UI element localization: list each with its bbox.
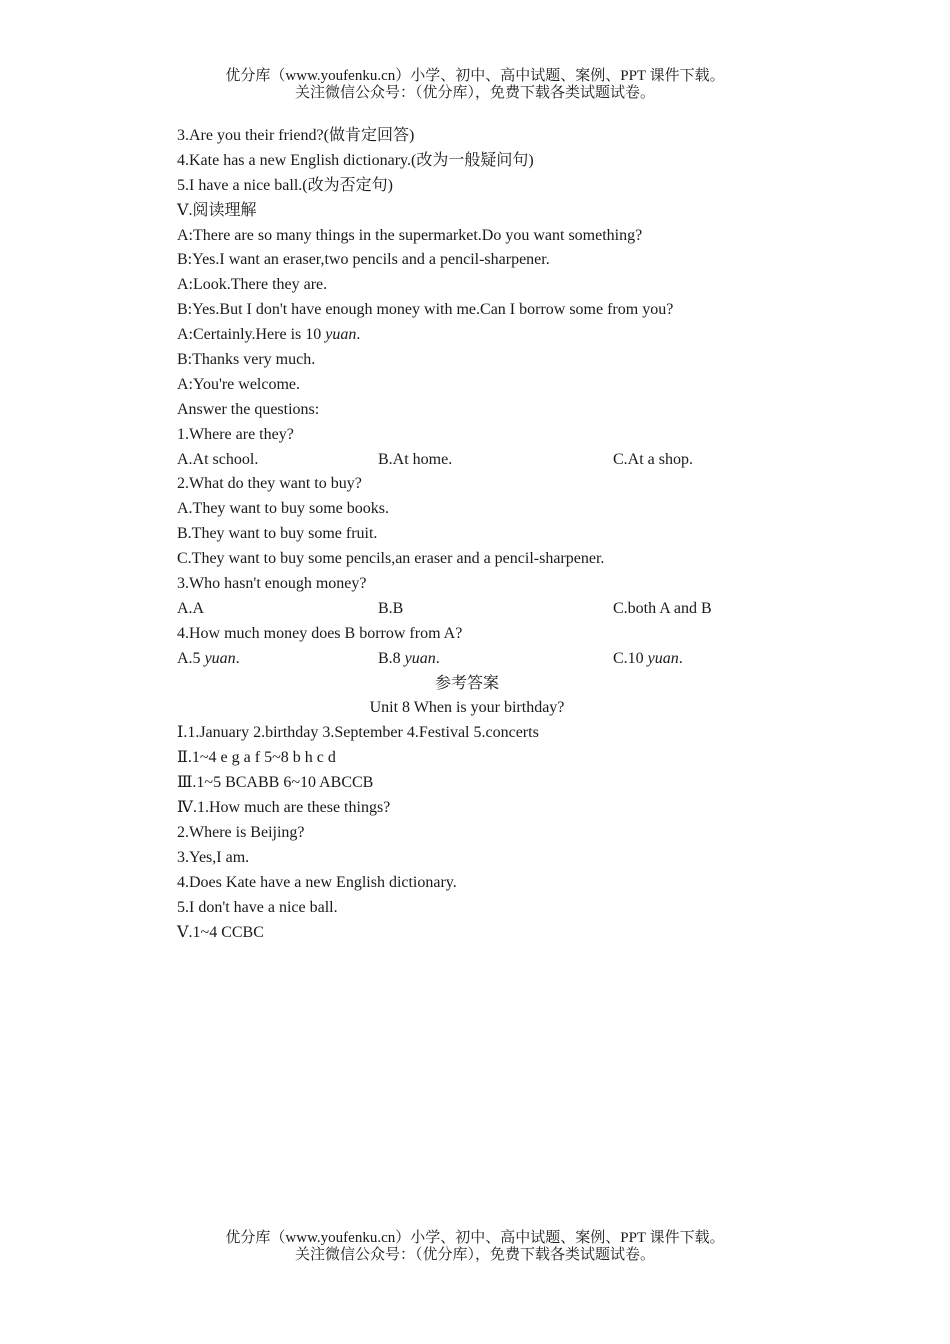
instruction: Answer the questions: (177, 400, 320, 418)
dialogue-line: B:Thanks very much. (177, 351, 316, 369)
options-row (177, 448, 757, 473)
answer-line: 3.Yes,I am. (177, 848, 250, 866)
options-row (177, 647, 757, 672)
page-header (0, 68, 950, 102)
footer-line-1: 优分库（www.youfenku.cn）小学、初中、高中试题、案例、PPT 课件下载。 (225, 1230, 725, 1246)
options-row (177, 597, 757, 622)
option-a: A.They want to buy some books. (177, 500, 389, 518)
option-punct: . (435, 649, 440, 667)
question-4-4: 4.Kate has a new English dictionary.(改为一般疑问句) (177, 151, 534, 169)
option-b (378, 647, 440, 672)
dialogue-punct: . (356, 326, 361, 344)
dialogue-line: A:Look.There they are. (177, 276, 328, 294)
dialogue-text: A:Certainly.Here is 10 (177, 326, 326, 344)
dialogue-line (177, 323, 757, 348)
answer-line: Ⅰ.1.January 2.birthday 3.September 4.Festival 5.concerts (177, 724, 539, 742)
currency-word: yuan (204, 649, 236, 667)
footer-line-2: 关注微信公众号：（优分库），免费下载各类试题试卷。 (294, 1247, 655, 1263)
option-a: A.At school. (177, 450, 259, 468)
option-b-value: B.8 (378, 649, 405, 667)
page-footer (0, 1230, 950, 1264)
option-c: C.They want to buy some pencils,an eraser and a pencil-sharpener. (177, 550, 605, 568)
header-line-2: 关注微信公众号：（优分库），免费下载各类试题试卷。 (294, 85, 655, 101)
question-4-3: 3.Are you their friend?(做肯定回答) (177, 127, 415, 144)
option-a: A.A (177, 599, 205, 617)
currency-word: yuan (404, 649, 436, 667)
currency-word: yuan (325, 326, 357, 344)
dialogue-line: A:You're welcome. (177, 375, 301, 393)
option-b: B.They want to buy some fruit. (177, 525, 378, 543)
option-a (177, 647, 240, 672)
dialogue-line: A:There are so many things in the supermarket.Do you want something? (177, 226, 643, 244)
answers-title: 参考答案 (434, 674, 499, 692)
dialogue-line: B:Yes.But I don't have enough money with me.Can I borrow some from you? (177, 301, 674, 319)
section-5-heading: Ⅴ.阅读理解 (177, 201, 257, 219)
option-c: C.both A and B (613, 599, 712, 617)
option-a-value: A.5 (177, 649, 205, 667)
option-b: B.At home. (378, 450, 453, 468)
answer-line: 2.Where is Beijing? (177, 823, 305, 841)
document-body (177, 124, 757, 945)
option-c (613, 647, 683, 672)
question-4-5: 5.I have a nice ball.(改为否定句) (177, 176, 393, 194)
answer-line: Ⅲ.1~5 BCABB 6~10 ABCCB (177, 774, 374, 792)
reading-question-1: 1.Where are they? (177, 425, 294, 443)
option-punct: . (678, 649, 683, 667)
answer-line: 5.I don't have a nice ball. (177, 898, 338, 916)
reading-question-2: 2.What do they want to buy? (177, 475, 362, 493)
answer-line: Ⅴ.1~4 CCBC (177, 923, 264, 941)
dialogue-line: B:Yes.I want an eraser,two pencils and a pencil-sharpener. (177, 251, 550, 269)
reading-question-3: 3.Who hasn't enough money? (177, 575, 367, 593)
answer-line: Ⅳ.1.How much are these things? (177, 799, 391, 817)
currency-word: yuan (647, 649, 679, 667)
option-c-value: C.10 (613, 649, 648, 667)
header-line-1: 优分库（www.youfenku.cn）小学、初中、高中试题、案例、PPT 课件下载。 (225, 68, 725, 84)
answer-line: Ⅱ.1~4 e g a f 5~8 b h c d (177, 749, 336, 767)
answers-unit-title: Unit 8 When is your birthday? (369, 699, 565, 717)
option-b: B.B (378, 599, 404, 617)
option-punct: . (235, 649, 240, 667)
reading-question-4: 4.How much money does B borrow from A? (177, 624, 463, 642)
option-c: C.At a shop. (613, 450, 693, 468)
answer-line: 4.Does Kate have a new English dictionary. (177, 873, 457, 891)
